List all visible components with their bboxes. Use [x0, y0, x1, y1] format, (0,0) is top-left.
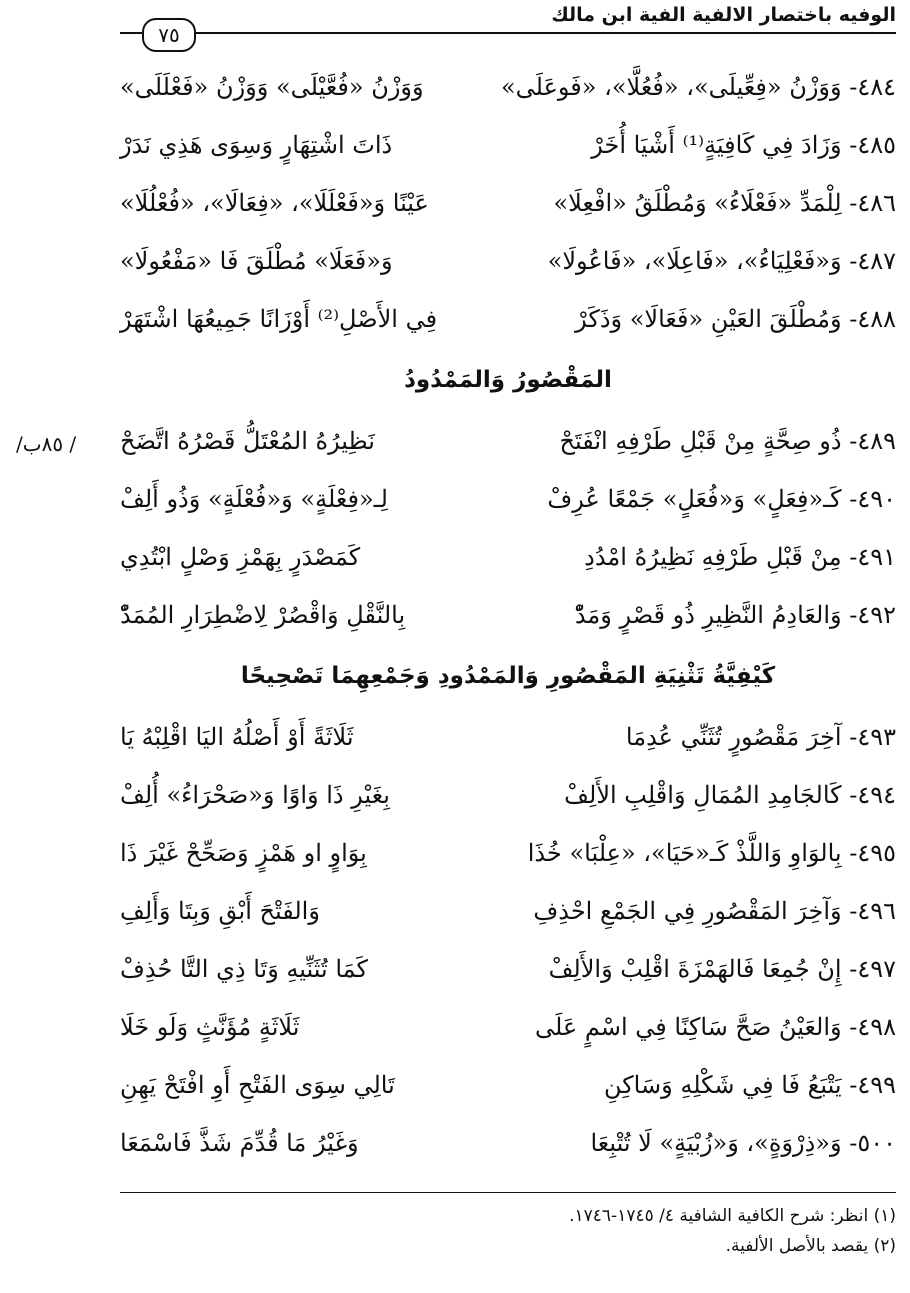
verse-line: [120, 412, 896, 470]
verse-second-hemistich: لِـ«فِعْلَةٍ» وَ«فُعْلَةٍ» وَذُو أَلِفْ: [120, 485, 388, 513]
footnote-1: (١) انظر: شرح الكافية الشافية ٤/ ١٧٤٥-١٧٤٦.: [569, 1206, 896, 1226]
verse-line: [120, 824, 896, 882]
verse-second-hemistich: بِالنَّقْلِ وَاقْصُرْ لِاضْطِرَارِ المُمَدّْ: [120, 601, 406, 629]
verse-first-hemistich: ٤٩٤- كَالجَامِدِ المُمَالِ وَاقْلِبِ الأَلِفْ: [564, 781, 896, 809]
page-number: ٧٥: [142, 18, 196, 52]
verse-first-hemistich: ٤٨٥- وَزَادَ فِي كَافِيَةٍ⁽¹⁾ أَشْيَا أُخَرْ: [591, 131, 896, 159]
verse-first-hemistich: ٤٩٥- بِالوَاوِ وَاللَّذْ كَـ«حَيَا»، «عِلْبَا» خُذَا: [527, 839, 896, 867]
verse-line: [120, 232, 896, 290]
verse-first-hemistich: ٤٩٩- يَتْبَعُ فَا فِي شَكْلِهِ وَسَاكِنِ: [603, 1071, 896, 1099]
margin-note: / ٨٥ب/: [16, 432, 77, 456]
verse-first-hemistich: ٤٩٣- آخِرَ مَقْصُورٍ تُثَنِّي عُدِمَا: [625, 723, 896, 751]
verse-line: [120, 174, 896, 232]
verse-second-hemistich: عَيْنًا وَ«فَعْلَلَا»، «فِعَالَا»، «فُعْلُلَا»: [120, 189, 429, 217]
verse-second-hemistich: كَمَصْدَرٍ بِهَمْزِ وَصْلٍ ابْتُدِي: [120, 543, 361, 571]
verse-line: [120, 940, 896, 998]
section-title: كَيْفِيَّةُ تَثْنِيَةِ المَقْصُورِ وَالمَمْدُودِ وَجَمْعِهِمَا تَصْحِيحًا: [240, 663, 776, 689]
verse-second-hemistich: تَالِي سِوَى الفَتْحِ أَوِ افْتَحْ يَهِنِ: [120, 1071, 395, 1099]
verse-line: [120, 116, 896, 174]
verse-line: [120, 1056, 896, 1114]
verse-second-hemistich: ثَلَاثَةٍ مُؤَنَّثٍ وَلَو خَلَا: [120, 1013, 300, 1041]
verse-line: [120, 528, 896, 586]
verse-first-hemistich: ٤٩٢- وَالعَادِمُ النَّظِيرِ ذُو قَصْرٍ وَمَدّْ: [574, 601, 896, 629]
verse-first-hemistich: ٤٨٩- ذُو صِحَّةٍ مِنْ قَبْلِ طَرْفِهِ انْفَتَحْ: [559, 427, 896, 455]
verse-line: [120, 58, 896, 116]
verse-body: [120, 58, 896, 1172]
verse-second-hemistich: كَمَا تُثَنِّيهِ وَتَا ذِي التَّا حُذِفْ: [120, 955, 368, 983]
verse-first-hemistich: ٥٠٠- وَ«ذِرْوَةٍ»، وَ«زُبْيَةٍ» لَا تُتْبِعَا: [590, 1129, 896, 1157]
book-title: الوفيه باختصار الالفية الفية ابن مالك: [541, 4, 896, 26]
verse-line: [120, 882, 896, 940]
verse-second-hemistich: وَغَيْرُ مَا قُدِّمَ شَذَّ فَاسْمَعَا: [120, 1129, 359, 1157]
verse-line: [120, 470, 896, 528]
verse-second-hemistich: وَ«فَعَلَا» مُطْلَقَ فَا «مَفْعُولَا»: [120, 247, 393, 275]
verse-line: [120, 766, 896, 824]
verse-second-hemistich: نَظِيرُهُ المُعْتَلُّ قَصْرُهُ اتَّضَحْ: [120, 427, 375, 455]
verse-first-hemistich: ٤٨٧- وَ«فَعْلِيَاءُ»، «فَاعِلَا»، «فَاعُولَا»: [547, 247, 896, 275]
verse-first-hemistich: ٤٩١- مِنْ قَبْلِ طَرْفِهِ نَظِيرُهُ امْدُدِ: [584, 543, 896, 571]
verse-second-hemistich: بِوَاوٍ او هَمْزٍ وَصَحِّحْ غَيْرَ ذَا: [120, 839, 367, 867]
verse-first-hemistich: ٤٨٨- وَمُطْلَقَ العَيْنِ «فَعَالَا» وَذَكَرْ: [575, 305, 896, 333]
verse-line: [120, 586, 896, 644]
verse-first-hemistich: ٤٨٤- وَوَزْنُ «فِعِّيلَى»، «فُعُلَّا»، «فَوعَلَى»: [500, 73, 896, 101]
verse-first-hemistich: ٤٩٦- وَآخِرَ المَقْصُورِ فِي الجَمْعِ احْذِفِ: [533, 897, 896, 925]
section-title: المَقْصُورُ وَالمَمْدُودُ: [404, 367, 612, 393]
verse-line: [120, 708, 896, 766]
verse-second-hemistich: ثَلَاثَةً أَوْ أَصْلُهُ اليَا اقْلِبْهُ يَا: [120, 723, 354, 751]
verse-line: [120, 1114, 896, 1172]
verse-second-hemistich: وَوَزْنُ «فُعَّيْلَى» وَوَزْنُ «فَعْلَلَى»: [120, 73, 424, 101]
verse-first-hemistich: ٤٩٧- إِنْ جُمِعَا فَالهَمْزَةَ اقْلِبْ وَالأَلِفْ: [548, 955, 896, 983]
verse-second-hemistich: فِي الأَصْلِ⁽²⁾ أَوْزَانًا جَمِيعُهَا اشْتَهَرْ: [120, 305, 438, 333]
verse-first-hemistich: ٤٨٦- لِلْمَدِّ «فَعْلَاءُ» وَمُطْلَقُ «افْعِلَا»: [553, 189, 896, 217]
verse-second-hemistich: ذَاتَ اشْتِهَارٍ وَسِوَى هَذِي نَدَرْ: [120, 131, 393, 159]
verse-second-hemistich: بِغَيْرِ ذَا وَاوًا وَ«صَحْرَاءُ» أُلِفْ: [120, 781, 390, 809]
verse-first-hemistich: ٤٩٨- وَالعَيْنُ صَحَّ سَاكِنًا فِي اسْمٍ عَلَى: [535, 1013, 896, 1041]
header-rule: [120, 32, 896, 34]
verse-second-hemistich: وَالفَتْحَ أَبْقِ وَبِتَا وَأَلِفِ: [120, 897, 320, 925]
footnotes: [120, 1192, 896, 1261]
verse-first-hemistich: ٤٩٠- كَـ«فِعَلٍ» وَ«فُعَلٍ» جَمْعًا عُرِفْ: [547, 485, 896, 513]
verse-line: [120, 998, 896, 1056]
footnote-2: (٢) يقصد بالأصل الألفية.: [725, 1236, 896, 1256]
page-header: [120, 6, 896, 50]
verse-line: [120, 290, 896, 348]
